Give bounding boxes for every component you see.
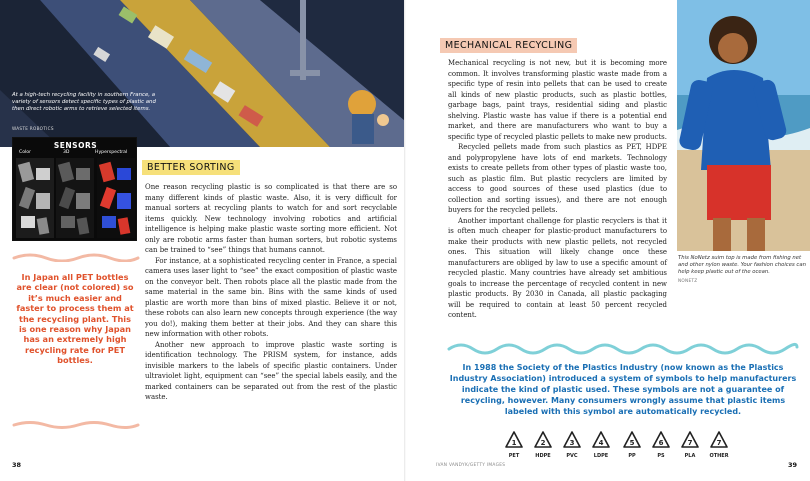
sensor-label-3d: 3D <box>63 150 70 155</box>
swimwear-photo-caption: This NoNetz suim top is made from fishing net and other nylon waste. Your fashion choices can help keep plastic out of the ocean. <box>678 255 806 275</box>
recycle-triangle-icon <box>623 431 641 449</box>
better-sorting-body <box>145 182 397 403</box>
mechanical-recycling-heading: MECHANICAL RECYCLING <box>440 38 577 53</box>
sensor-label-color: Color <box>19 150 31 155</box>
recycling-facility-illustration <box>0 0 404 147</box>
resin-code-number: 7 <box>716 439 722 447</box>
resin-code-pp <box>618 431 646 463</box>
resin-code-label: LDPE <box>593 453 609 459</box>
callout-top-wave <box>12 252 140 262</box>
facility-photo-credit: WASTE ROBOTICS <box>12 126 54 131</box>
recycle-triangle-icon <box>652 431 670 449</box>
recycling-paragraph: Mechanical recycling is not new, but it is becoming more common. It involves transforming plastic waste made from a specific type of resin into pellets that can be used to create all kinds of new plastic products, such as plastic bottles, garbage bags, paint trays, residential siding and plastic shelving. Plastic waste has value if there is a potential end market, and there are manufacturers who want to buy a specific type of recycled plastic pellets to make new products. <box>448 59 667 141</box>
resin-code-symbols <box>500 431 740 463</box>
japan-pet-callout: In Japan all PET bottles are clear (not colored) so it’s much easier and faster to process them at the recycling plant. This is one reason why Japan has an extremely high recycling rate for PET bottles. <box>16 272 134 366</box>
3d-sensor-image <box>56 158 94 238</box>
resin-code-number: 7 <box>687 439 693 447</box>
hyperspectral-sensor-image <box>97 158 135 238</box>
resin-code-number: 3 <box>569 439 575 447</box>
resin-code-other <box>705 431 733 463</box>
recycling-paragraph: Another important challenge for plastic recyclers is that it is often much cheaper for plastic-product manufacturers to make their products with new plastic pellets, not recycled ones. This situation will likely change once these manufacturers are obliged by law to use a specific amount of recycled plastic. Many countries have already set ambitious goals to increase the percentage of recycled content in new plastic products. By 2030 in Canada, all plastic packaging will be required to contain at least 50 percent recycled content. <box>448 216 667 319</box>
resin-code-number: 4 <box>598 439 604 447</box>
page-number-right: 39 <box>788 461 798 469</box>
child-on-beach-illustration <box>677 0 810 251</box>
recycle-triangle-icon <box>534 431 552 449</box>
recycle-triangle-icon <box>710 431 728 449</box>
sorting-paragraph: Another new approach to improve plastic waste sorting is identification technology. The PRISM system, for instance, adds invisible markers to the labels of specific plastic containers. Under ultraviolet light, equipment can “see” the special labels easily, and the marked containers can be separated out from the rest of the plastic waste. <box>145 340 397 401</box>
resin-code-pvc <box>558 431 586 463</box>
recycling-paragraph: Recycled pellets made from such plastics as PET, HDPE and polypropylene have lots of end markets. Technology exists to create pellets from other types of plastic waste too, such as plastic film. But plastic recyclers are limited by access to good sources of these used plastics (due to collection and sorting issues), and there are not enough buyers for the recycled pellets. <box>448 143 667 214</box>
resin-code-ldpe <box>587 431 615 463</box>
sensor-label-hyperspectral: Hyperspectral <box>95 150 128 155</box>
resin-code-label: PET <box>508 453 520 459</box>
resin-code-ps <box>647 431 675 463</box>
callout-bottom-wave <box>12 420 140 430</box>
recycle-triangle-icon <box>563 431 581 449</box>
sorting-paragraph: For instance, at a sophisticated recycling center in France, a special camera uses laser light to “see” the exact composition of plastic waste on the conveyor belt. Then robots place all the plastic made from the same material in the same bin. Bins with the same kinds of used plastic are worth more than bins of mixed plastic. Believe it or not, these robots can also learn new concepts through experience (the way you do!), making them better at their jobs. And they can share this new information with other robots. <box>145 256 397 338</box>
gutter-photo-credit: IVAN VANDYK/GETTY IMAGES <box>436 463 506 468</box>
resin-code-number: 2 <box>540 439 546 447</box>
swimwear-photo-credit: NONETZ <box>678 278 698 283</box>
resin-code-pla <box>676 431 704 463</box>
recycle-triangle-icon <box>592 431 610 449</box>
recycle-triangle-icon <box>681 431 699 449</box>
sensors-title: SENSORS <box>53 141 98 150</box>
resin-code-number: 5 <box>629 439 635 447</box>
sensors-graphic <box>12 137 137 241</box>
resin-code-label: HDPE <box>535 453 551 459</box>
recycling-facility-photo <box>0 0 404 147</box>
better-sorting-heading: BETTER SORTING <box>142 160 240 175</box>
recycle-triangle-icon <box>505 431 523 449</box>
swimwear-photo <box>677 0 810 251</box>
resin-code-label: PVC <box>566 453 578 459</box>
resin-code-number: 1 <box>511 439 517 447</box>
page-number-left: 38 <box>12 461 22 469</box>
resin-code-pet <box>500 431 528 463</box>
resin-code-label: PS <box>657 453 665 459</box>
resin-code-number: 6 <box>658 439 664 447</box>
fact-box-wave <box>447 341 799 355</box>
mechanical-recycling-body <box>448 58 667 321</box>
color-sensor-image <box>16 158 54 238</box>
page-gutter <box>404 0 406 481</box>
resin-code-label: PLA <box>684 453 696 459</box>
sorting-paragraph: One reason recycling plastic is so complicated is that there are so many different kinds of plastic waste. Also, it is very difficult for manual sorters at recycling plants to watch for and sort recyclable items quickly. New technology involving robotics and artificial intelligence is helping make plastic waste sorting more efficient. Not only are robotic arms faster than human sorters, but robotic systems can be trained to “see” things that humans cannot. <box>145 183 397 254</box>
resin-code-label: PP <box>628 453 636 459</box>
facility-photo-caption: At a high-tech recycling facility in southern France, a variety of sensors detect specific types of plastic and then direct robotic arms to retrieve selected items. <box>12 92 156 112</box>
plastic-symbols-fact: In 1988 the Society of the Plastics Industry (now known as the Plastics Industry Association) introduced a system of symbols to help manufacturers indicate the kind of plastic used. These symbols are not a guarantee of recycling, however. Many consumers wrongly assume that plastic items labeled with this symbol are automatically recycled. <box>449 363 797 416</box>
resin-code-hdpe <box>529 431 557 463</box>
resin-code-label: OTHER <box>709 453 729 459</box>
